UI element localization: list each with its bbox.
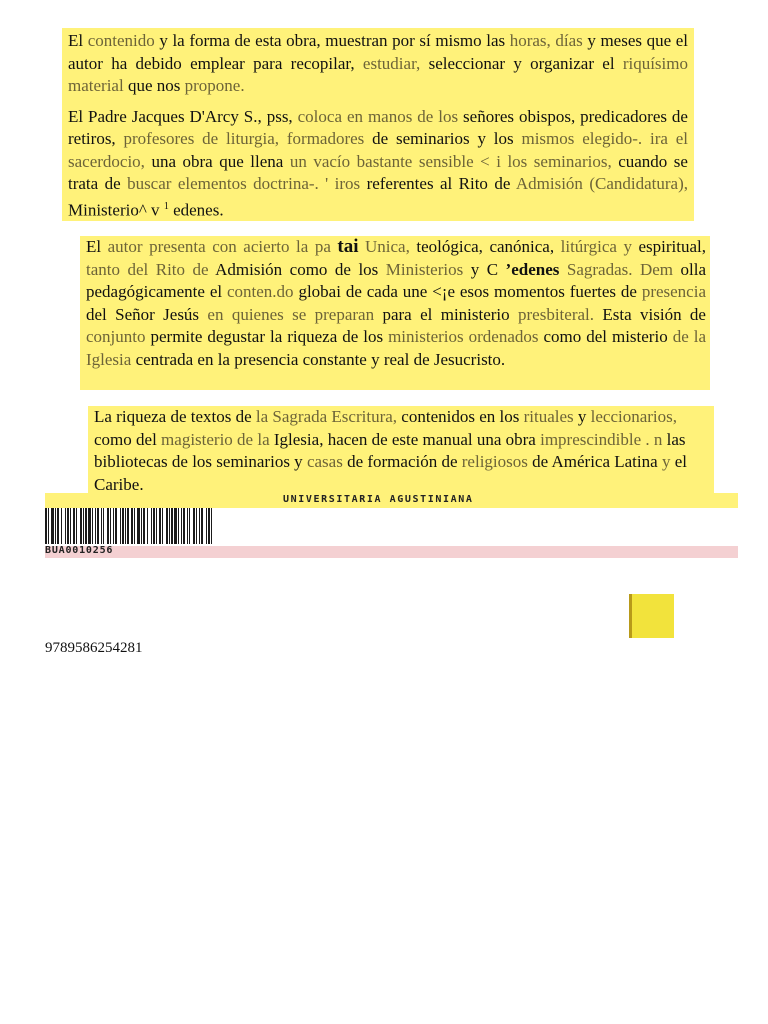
paragraph-2: El Padre Jacques D'Arcy S., pss, coloca en manos de los señores obispos, predicadores de retiros, profesores de liturgia, formadores de seminarios y los mismos elegido-. ira el sacerdocio, una obra que llena un vacío bastante sensible < i los seminarios, cuando se trata de buscar elementos doctrina-. ' iros referentes al Rito de Admisión (Candidatura), Ministerio^ v $^1$ edenes.	[68, 106, 688, 220]
text-block-3	[88, 406, 714, 498]
barcode-image	[45, 508, 213, 544]
paragraph-4: La riqueza de textos de la Sagrada Escritura, contenidos en los rituales y leccionarios, como del magisterio de la Iglesia, hacen de este manual una obra imprescindible . n las bibliotecas de los seminarios y casas de formación de religiosos de América Latina y el Caribe.	[94, 407, 687, 494]
text-block-2	[80, 236, 710, 390]
barcode-number: BUA0010256	[45, 545, 114, 556]
stamp-bar	[45, 546, 738, 558]
isbn-number: 9789586254281	[45, 640, 143, 656]
library-stamp-text: UNIVERSITARIA AGUSTINIANA	[283, 494, 474, 505]
paragraph-1: El contenido y la forma de esta obra, muestran por sí mismo las horas, días y meses que el autor ha debido emplear para recopilar, estudiar, seleccionar y organizar el riquísimo material que nos propone.	[68, 31, 689, 95]
text-block-1	[62, 28, 694, 221]
paragraph-3: El autor presenta con acierto la pa tai Unica, teológica, canónica, litúrgica y espiritual, tanto del Rito de Admisión como de los Ministerios y C ’edenes Sagradas. Dem olla pedagógicamente el conten.do globai de cada une <¡e esos momentos fuertes de presencia del Señor Jesús en quienes se preparan para el ministerio presbiteral. Esta visión de conjunto permite degustar la riqueza de los ministerios ordenados como del misterio de la Iglesia centrada en la presencia constante y real de Jesucristo.	[86, 236, 707, 369]
scan-swatch	[629, 594, 674, 638]
